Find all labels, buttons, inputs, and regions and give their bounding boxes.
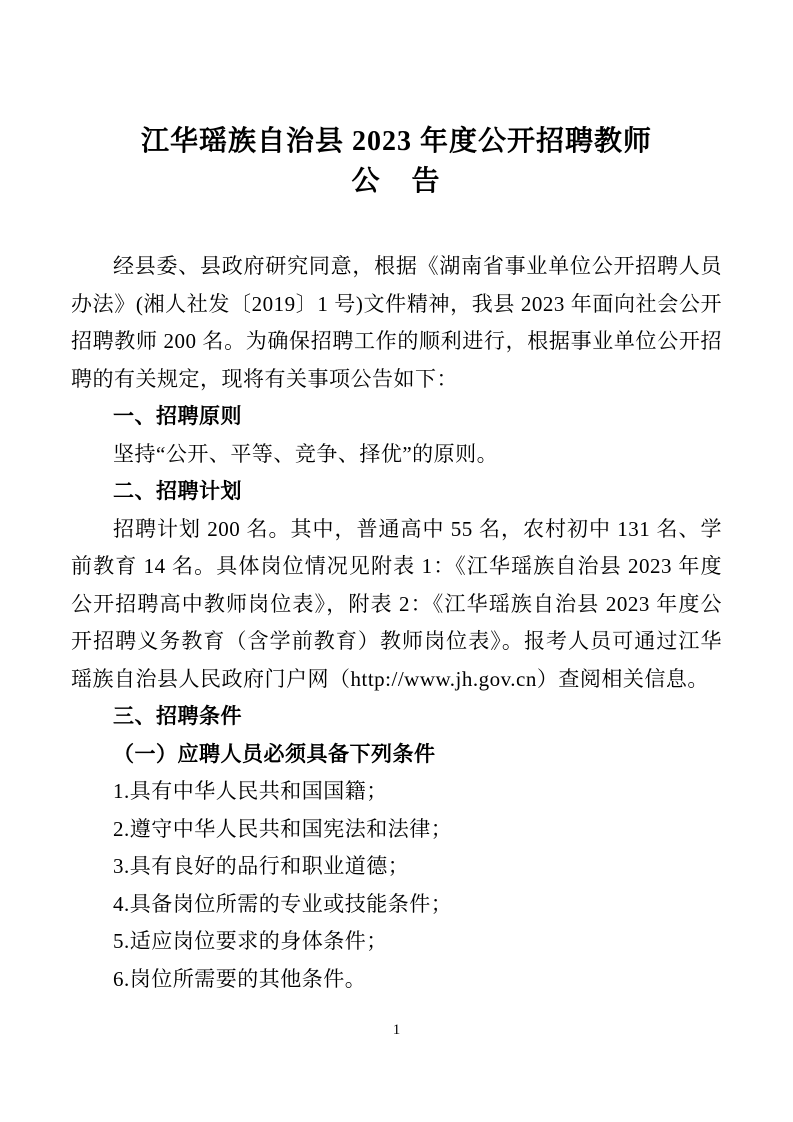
condition-item-1: 1.具有中华人民共和国国籍； [113, 779, 388, 803]
section3-subheading: （一）应聘人员必须具备下列条件 [113, 741, 436, 766]
condition-item-4: 4.具备岗位所需的专业或技能条件； [113, 891, 453, 916]
condition-item-6: 6.岗位所需要的其他条件。 [113, 966, 367, 991]
section1-heading: 一、招聘原则 [113, 405, 242, 428]
condition-item-5: 5.适应岗位要求的身体条件； [113, 929, 388, 953]
condition-item-2: 2.遵守中华人民共和国宪法和法律； [113, 816, 453, 841]
intro-paragraph: 经县委、县政府研究同意，根据《湖南省事业单位公开招聘人员办法》(湘人社发〔2019〕1 号)文件精神，我县 2023 年面向社会公开招聘教师 200 名。为确保招聘工作的顺利进行，根据事业单位公开招聘的有关规定，现将有关事项公告如下： [71, 254, 722, 391]
document-title-line1: 江华瑶族自治县 2023 年度公开招聘教师 [140, 126, 652, 157]
section3-heading: 三、招聘条件 [113, 705, 242, 728]
document-body [71, 248, 722, 998]
section1-body: 坚持“公开、平等、竞争、择优”的原则。 [113, 441, 499, 466]
page-number: 1 [392, 1022, 401, 1038]
document-title-line2: 公 告 [351, 166, 442, 197]
section2-heading: 二、招聘计划 [113, 480, 242, 503]
condition-item-3: 3.具有良好的品行和职业道德； [113, 854, 410, 878]
section2-body: 招聘计划 200 名。其中，普通高中 55 名，农村初中 131 名、学前教育 14 名。具体岗位情况见附表 1：《江华瑶族自治县 2023 年度公开招聘高中教师岗位表》，附表 2：《江华瑶族自治县 2023 年度公开招聘义务教育（含学前教育）教师岗位表》。报考人员可通过江华瑶族自治县人民政府门户网（http://www.jh.gov.cn）查阅相关信息。 [71, 516, 722, 691]
